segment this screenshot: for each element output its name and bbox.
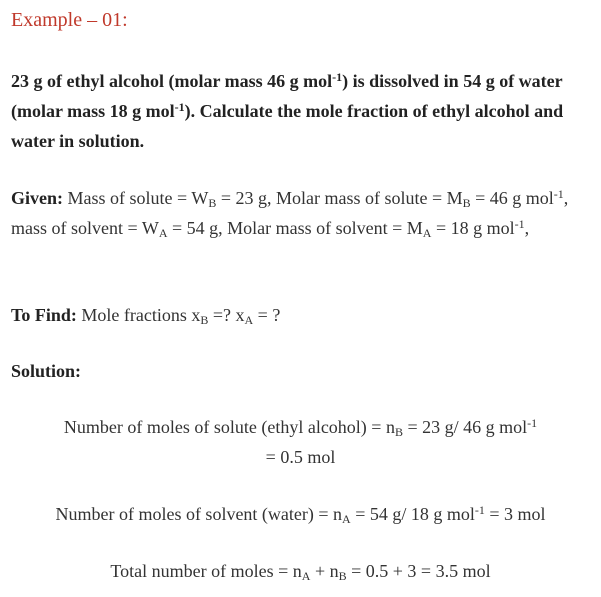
to-find-label: To Find: <box>11 305 77 325</box>
superscript: -1 <box>174 100 185 114</box>
given-text: = 54 g, Molar mass of solvent = M <box>167 218 423 238</box>
equation-text: = 0.5 + 3 = 3.5 mol <box>346 561 491 581</box>
question-part: 23 g of ethyl alcohol (molar mass 46 g mol <box>11 71 333 91</box>
given-text: = 18 g mol <box>431 218 515 238</box>
superscript: -1 <box>332 70 343 84</box>
equation-text: = 23 g/ 46 g mol <box>402 417 528 437</box>
given-text: = 46 g mol <box>470 188 554 208</box>
equation-moles-solvent <box>0 499 601 529</box>
subscript: A <box>244 313 254 327</box>
superscript: -1 <box>474 503 485 517</box>
solution-label: Solution: <box>11 361 82 381</box>
given-text: Mass of solute = W <box>63 188 209 208</box>
subscript: A <box>158 226 168 240</box>
equation-text: Total number of moles = n <box>110 561 302 581</box>
equation-text: + n <box>310 561 339 581</box>
subscript: A <box>422 226 432 240</box>
question-part: ) is dissolved in 54 g of water (molar mass 18 g mol <box>11 71 563 121</box>
given-text: , mass of solvent = W <box>11 188 569 238</box>
to-find-paragraph <box>11 300 589 330</box>
given-paragraph <box>11 183 589 243</box>
subscript: B <box>200 313 209 327</box>
subscript: A <box>342 512 351 526</box>
subscript: B <box>208 196 217 210</box>
subscript: B <box>394 425 403 439</box>
equation-text: Number of moles of solute (ethyl alcohol) = n <box>63 417 395 437</box>
example-heading: Example – 01: <box>11 9 128 31</box>
equation-text: = 3 mol <box>484 504 546 524</box>
equation-text: = 54 g/ 18 g mol <box>350 504 475 524</box>
superscript: -1 <box>514 217 525 231</box>
to-find-text: = ? <box>253 305 281 325</box>
question-text <box>11 66 589 156</box>
given-text: = 23 g, Molar mass of solute = M <box>216 188 463 208</box>
question-part: ). Calculate the mole fraction of ethyl alcohol and water in solution. <box>11 101 564 151</box>
equation-moles-solute <box>0 412 601 472</box>
to-find-text: =? x <box>208 305 245 325</box>
given-text: , <box>524 218 530 238</box>
equation-text: = 0.5 mol <box>265 447 336 467</box>
superscript: -1 <box>527 416 538 430</box>
equation-text: Number of moles of solvent (water) = n <box>55 504 343 524</box>
equation-total-moles <box>0 556 601 586</box>
given-label: Given: <box>11 188 63 208</box>
subscript: B <box>462 196 471 210</box>
subscript: B <box>338 569 347 583</box>
superscript: -1 <box>553 187 564 201</box>
to-find-text: Mole fractions x <box>76 305 201 325</box>
subscript: A <box>301 569 311 583</box>
